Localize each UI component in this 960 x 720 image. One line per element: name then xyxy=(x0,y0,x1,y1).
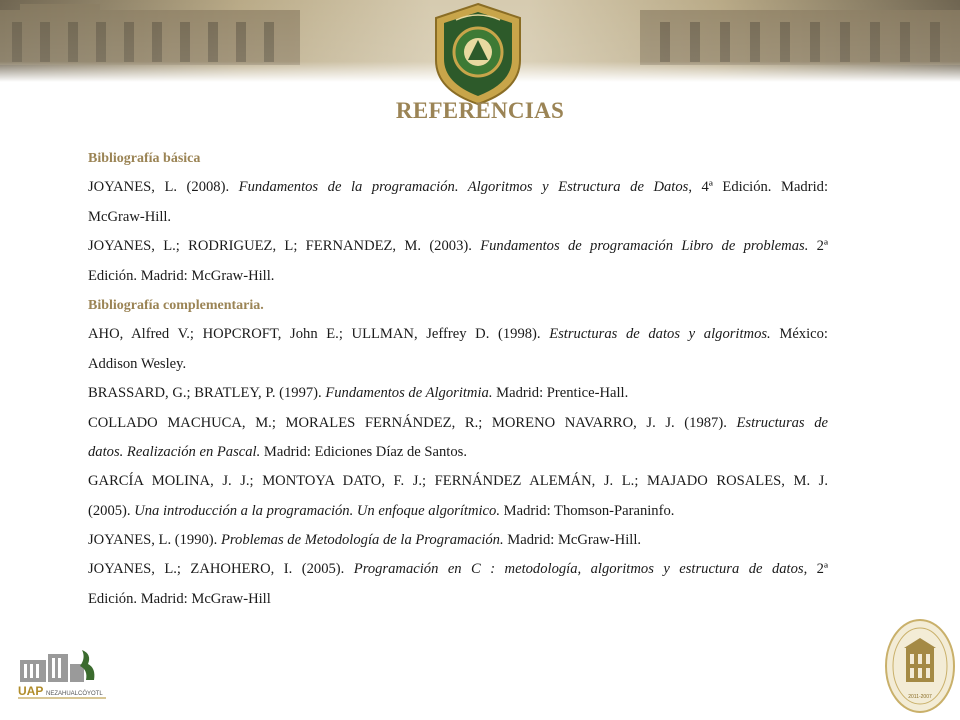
page-title: REFERENCIAS xyxy=(395,98,565,123)
reference-line: BRASSARD, G.; BRATLEY, P. (1997). Fundamentos de Algoritmia. Madrid: Prentice-Hall. xyxy=(88,385,629,402)
reference-line: COLLADO MACHUCA, M.; MORALES FERNÁNDEZ, R.; MORENO NAVARRO, J. J. (1987). Estructuras de xyxy=(88,414,828,431)
reference-line: McGraw-Hill. xyxy=(88,208,172,225)
svg-text:2011-2007: 2011-2007 xyxy=(908,694,932,700)
reference-line: datos. Realización en Pascal. Madrid: Ediciones Díaz de Santos. xyxy=(88,443,467,460)
reference-line: (2005). Una introducción a la programación. Un enfoque algorítmico. Madrid: Thomson-Paraninfo. xyxy=(88,502,675,519)
reference-line: JOYANES, L.; ZAHOHERO, I. (2005). Programación en C : metodología, algoritmos y estructura de datos, 2ª xyxy=(88,561,829,578)
reference-line: Edición. Madrid: McGraw-Hill. xyxy=(88,267,275,284)
references-list xyxy=(88,144,828,614)
section-heading-basic: Bibliografía básica xyxy=(88,151,201,166)
reference-line: GARCÍA MOLINA, J. J.; MONTOYA DATO, F. J.; FERNÁNDEZ ALEMÁN, J. L.; MAJADO ROSALES, M. J. xyxy=(88,473,828,490)
reference-line: JOYANES, L. (1990). Problemas de Metodología de la Programación. Madrid: McGraw-Hill. xyxy=(88,532,642,549)
section-heading-complementary: Bibliografía complementaria. xyxy=(88,297,264,313)
svg-text:UAP: UAP xyxy=(18,684,44,698)
reference-line: JOYANES, L.; RODRIGUEZ, L; FERNANDEZ, M. (2003). Fundamentos de programación Libro de problemas. 2ª xyxy=(88,238,828,255)
uap-nezahualcoyotl-logo xyxy=(14,646,110,702)
svg-text:NEZAHUALCÓYOTL: NEZAHUALCÓYOTL xyxy=(46,691,103,697)
reference-line: Edición. Madrid: McGraw-Hill xyxy=(88,590,271,607)
reference-line: JOYANES, L. (2008). Fundamentos de la programación. Algoritmos y Estructura de Datos, 4ª Edición. Madrid: xyxy=(88,179,828,196)
university-crest-logo xyxy=(426,0,530,108)
reference-line: Addison Wesley. xyxy=(88,355,187,372)
anniversary-medallion-logo xyxy=(884,618,956,714)
reference-line: AHO, Alfred V.; HOPCROFT, John E.; ULLMAN, Jeffrey D. (1998). Estructuras de datos y algoritmos. México: xyxy=(88,326,828,343)
